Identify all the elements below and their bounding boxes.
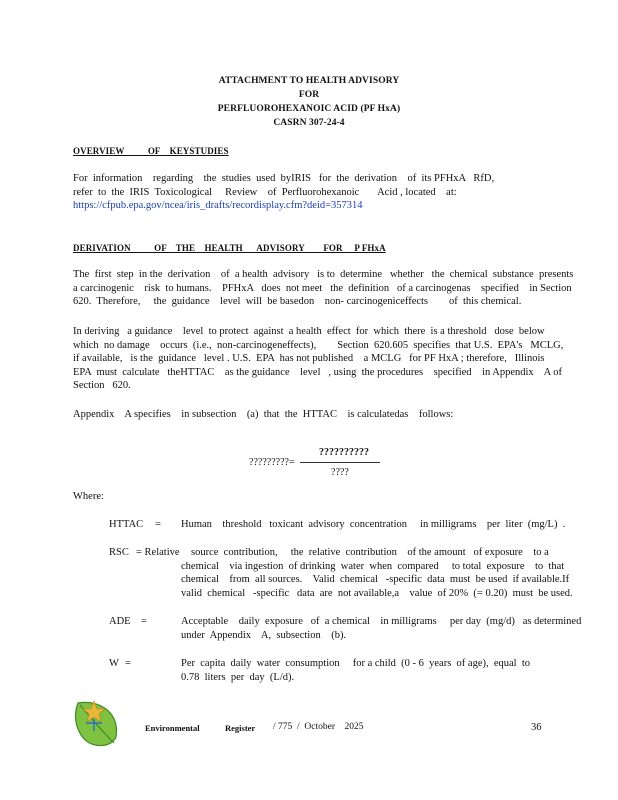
footer-environmental: Environmental bbox=[145, 723, 200, 733]
def-ade bbox=[181, 615, 581, 642]
def-ade-line-2: under Appendix A, subsection (b). bbox=[181, 629, 347, 641]
para2-line-4: EPA must calculate theHTTAC as the guidance level , using the procedures specified in Appendix A of bbox=[73, 366, 562, 378]
para1-line-1: The first step in the derivation of a health advisory is to determine whether the chemical substance presents bbox=[73, 269, 574, 280]
eq-w: = bbox=[125, 658, 131, 669]
formula-numerator: ?????????? bbox=[319, 447, 369, 458]
formula-denominator: ???? bbox=[331, 467, 349, 478]
def-rsc bbox=[181, 546, 581, 600]
def-rsc-line-4: valid chemical -specific data are not available,a value of 20% (= 0.20) must be used. bbox=[181, 587, 573, 599]
page-number: 36 bbox=[531, 722, 542, 733]
derivation-paragraph-1 bbox=[73, 268, 588, 309]
def-rsc-line-2: chemical via ingestion of drinking water when compared to total exposure to that bbox=[181, 560, 565, 572]
formula-lhs: ?????????= bbox=[249, 457, 295, 468]
overview-line-1: For information regarding the studies used byIRIS for the derivation of its PFHxA RfD, bbox=[73, 173, 495, 184]
def-w-line-2: 0.78 liters per day (L/d). bbox=[181, 671, 295, 683]
term-httac: HTTAC bbox=[109, 519, 144, 530]
para2-line-5: Section 620. bbox=[73, 380, 131, 391]
para1-line-3: 620. Therefore, the guidance level will be basedon non- carcinogeniceffects of this chemical. bbox=[73, 296, 522, 307]
para1-line-2: a carcinogenic risk to humans. PFHxA does not meet the definition of a carcinogenas specified in Section bbox=[73, 282, 572, 294]
eq-ade: = bbox=[141, 616, 147, 627]
title-line-3: PERFLUOROHEXANOIC ACID (PF HxA) bbox=[217, 104, 401, 114]
def-rsc-line-1: source contribution, the relative contribution of the amount of exposure to a bbox=[191, 547, 549, 558]
derivation-paragraph-3: Appendix A specifies in subsection (a) that the HTTAC is calculatedas follows: bbox=[73, 409, 454, 420]
eq-rsc: = Relative bbox=[136, 547, 180, 558]
term-w: W bbox=[109, 658, 119, 669]
overview-heading: OVERVIEW OF KEYSTUDIES bbox=[73, 146, 229, 156]
term-ade: ADE bbox=[109, 616, 131, 627]
def-w-line-1: Per capita daily water consumption for a child (0 - 6 years of age), equal to bbox=[181, 658, 531, 669]
title-line-1: ATTACHMENT TO HEALTH ADVISORY bbox=[218, 76, 400, 86]
para2-line-2: which no damage occurs (i.e., non-carcinogeneffects), Section 620.605 specifies that U.S. EPA's MCLG, bbox=[73, 339, 564, 351]
def-httac bbox=[181, 518, 581, 532]
overview-line-2: refer to the IRIS Toxicological Review of Perfluorohexanoic Acid , located at: bbox=[73, 186, 457, 198]
where-label: Where: bbox=[73, 491, 104, 502]
def-httac-line-1: Human threshold toxicant advisory concentration in milligrams per liter (mg/L) . bbox=[181, 519, 566, 530]
overview-paragraph bbox=[73, 172, 588, 213]
eq-httac: = bbox=[155, 519, 161, 530]
def-ade-line-1: Acceptable daily exposure of a chemical in milligrams per day (mg/d) as determined bbox=[181, 616, 582, 627]
term-rsc: RSC bbox=[109, 547, 129, 558]
footer-register: Register bbox=[225, 723, 256, 733]
derivation-paragraph-2 bbox=[73, 325, 588, 393]
para2-line-3: if available, is the guidance level . U.S. EPA has not published a MCLG for PF HxA ; therefore, Illinois bbox=[73, 353, 545, 364]
title-line-4: CASRN 307-24-4 bbox=[273, 118, 345, 128]
title-line-2: FOR bbox=[298, 90, 320, 100]
leaf-logo-icon bbox=[72, 697, 122, 749]
def-w bbox=[181, 657, 581, 684]
fraction-bar bbox=[300, 462, 380, 463]
derivation-heading: DERIVATION OF THE HEALTH ADVISORY FOR P FHxA bbox=[73, 243, 386, 253]
iris-link[interactable]: https://cfpub.epa.gov/ncea/iris_drafts/recordisplay.cfm?deid=357314 bbox=[73, 200, 363, 211]
def-rsc-line-3: chemical from all sources. Valid chemical -specific data must be used if available.If bbox=[181, 574, 570, 585]
para2-line-1: In deriving a guidance level to protect against a health effect for which there is a threshold dose below bbox=[73, 326, 545, 337]
footer-issue: / 775 / October 2025 bbox=[273, 722, 364, 732]
